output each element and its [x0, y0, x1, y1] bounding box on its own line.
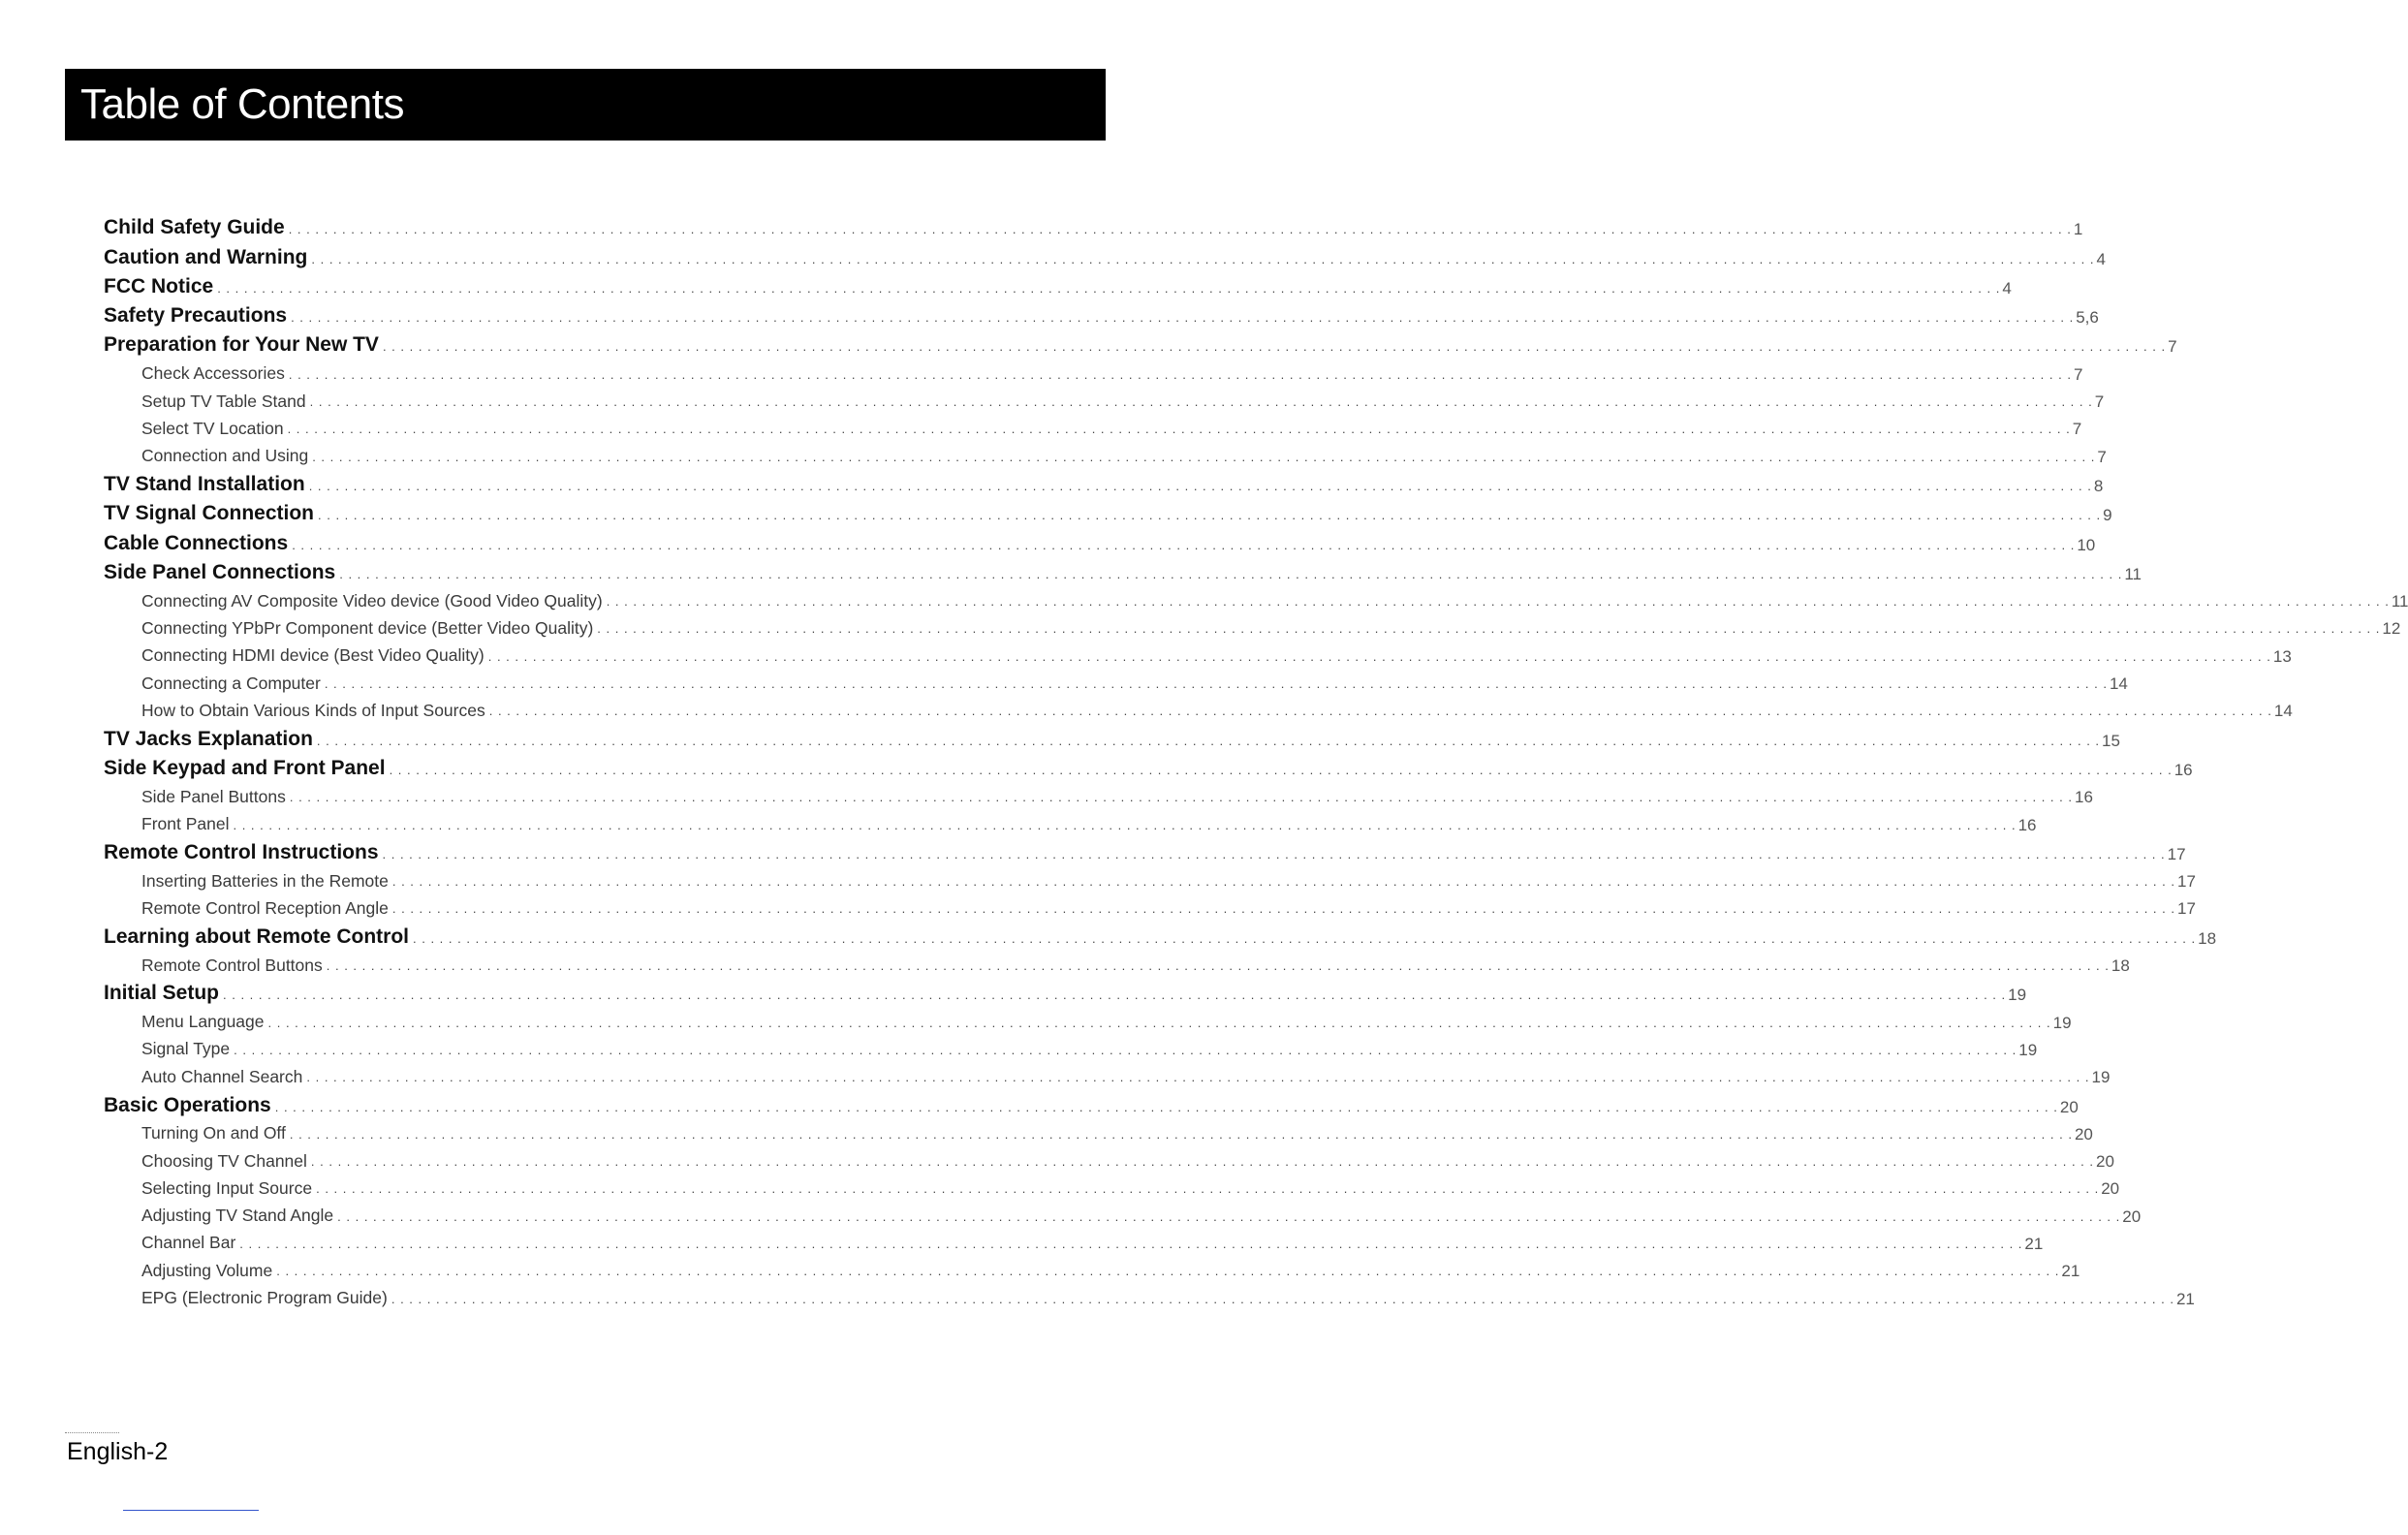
toc-dot-leader: . . . . . . . . . . . . . . . . . . . . . . . . . . . . . . . . . . . . . . . . . . . . . . . . . . . . . . . . . . . . . . . . . . . . . . . . . . . . . . . . . . . . . . . . . . . . . . . . . . . . . . . . . . . . . . . . . . . . . . . . . . . . . . . . . . . . . . . . . . . . . . . . . . . . . . . . . . . . . . . . . . . . . . . . . . . . . . . . . . . . . . . . . . . . . . . . . . . . . . . . [292, 537, 2076, 552]
toc-entry-title: EPG (Electronic Program Guide) [141, 1288, 388, 1308]
toc-page-number: 7 [2168, 337, 2177, 357]
toc-page-number: 17 [2167, 844, 2186, 863]
toc-dot-leader: . . . . . . . . . . . . . . . . . . . . . . . . . . . . . . . . . . . . . . . . . . . . . . . . . . . . . . . . . . . . . . . . . . . . . . . . . . . . . . . . . . . . . . . . . . . . . . . . . . . . . . . . . . . . . . . . . . . . . . . . . . . . . . . . . . . . . . . . . . . . . . . . . . . . . . . . . . . . . . . . . . . . . . . . . . . . . . . . . . . . . . . . . . . . . . . . . . . . . . . . [288, 222, 2072, 237]
toc-entry-title: Connecting HDMI device (Best Video Quality) [141, 645, 485, 666]
toc-subsection-entry[interactable] [104, 665, 2128, 694]
toc-page-number: 7 [2097, 447, 2107, 466]
toc-entry-title: Selecting Input Source [141, 1177, 313, 1198]
toc-subsection-entry[interactable] [104, 410, 2082, 439]
toc-page-number: 4 [2002, 278, 2012, 298]
toc-page-number: 9 [2103, 506, 2112, 525]
toc-page-number: 7 [2094, 392, 2105, 412]
toc-entry-title: Side Panel Buttons [141, 786, 286, 806]
toc-dot-leader: . . . . . . . . . . . . . . . . . . . . . . . . . . . . . . . . . . . . . . . . . . . . . . . . . . . . . . . . . . . . . . . . . . . . . . . . . . . . . . . . . . . . . . . . . . . . . . . . . . . . . . . . . . . . . . . . . . . . . . . . . . . . . . . . . . . . . . . . . . . . . . . . . . . . . . . . . . . . . . . . . . . . . . . . . . . . . . . . . . . . . . . . . . . . . . . . . . . . . . . . [339, 566, 2123, 581]
toc-dot-leader: . . . . . . . . . . . . . . . . . . . . . . . . . . . . . . . . . . . . . . . . . . . . . . . . . . . . . . . . . . . . . . . . . . . . . . . . . . . . . . . . . . . . . . . . . . . . . . . . . . . . . . . . . . . . . . . . . . . . . . . . . . . . . . . . . . . . . . . . . . . . . . . . . . . . . . . . . . . . . . . . . . . . . . . . . . . . . . . . . . . . . . . . . . . . . . . . . . . . . . . . [289, 790, 2073, 805]
toc-page-number: 17 [2177, 899, 2196, 919]
toc-page-number: 21 [2175, 1289, 2195, 1308]
toc-subsection-entry[interactable] [104, 778, 2093, 807]
toc-dot-leader: . . . . . . . . . . . . . . . . . . . . . . . . . . . . . . . . . . . . . . . . . . . . . . . . . . . . . . . . . . . . . . . . . . . . . . . . . . . . . . . . . . . . . . . . . . . . . . . . . . . . . . . . . . . . . . . . . . . . . . . . . . . . . . . . . . . . . . . . . . . . . . . . . . . . . . . . . . . . . . . . . . . . . . . . . . . . . . . . . . . . . . . . . . . . . . . . . . . . . . . . [287, 422, 2071, 437]
toc-entry-title: Caution and Warning [104, 245, 308, 268]
toc-subsection-entry[interactable] [104, 947, 2130, 976]
title-bar [65, 69, 1106, 141]
toc-page-number: 14 [2273, 702, 2293, 721]
toc-page-number: 16 [2074, 788, 2093, 807]
toc-dot-leader: . . . . . . . . . . . . . . . . . . . . . . . . . . . . . . . . . . . . . . . . . . . . . . . . . . . . . . . . . . . . . . . . . . . . . . . . . . . . . . . . . . . . . . . . . . . . . . . . . . . . . . . . . . . . . . . . . . . . . . . . . . . . . . . . . . . . . . . . . . . . . . . . . . . . . . . . . . . . . . . . . . . . . . . . . . . . . . . . . . . . . . . . . . . . . . . . . . . . . . . . [311, 251, 2095, 266]
toc-dot-leader: . . . . . . . . . . . . . . . . . . . . . . . . . . . . . . . . . . . . . . . . . . . . . . . . . . . . . . . . . . . . . . . . . . . . . . . . . . . . . . . . . . . . . . . . . . . . . . . . . . . . . . . . . . . . . . . . . . . . . . . . . . . . . . . . . . . . . . . . . . . . . . . . . . . . . . . . . . . . . . . . . . . . . . . . . . . . . . . . . . . . . . . . . . . . . . . . . . . . . . . . [326, 958, 2110, 974]
toc-section-entry[interactable] [104, 749, 2193, 779]
toc-subsection-entry[interactable] [104, 1279, 2195, 1308]
toc-dot-leader: . . . . . . . . . . . . . . . . . . . . . . . . . . . . . . . . . . . . . . . . . . . . . . . . . . . . . . . . . . . . . . . . . . . . . . . . . . . . . . . . . . . . . . . . . . . . . . . . . . . . . . . . . . . . . . . . . . . . . . . . . . . . . . . . . . . . . . . . . . . . . . . . . . . . . . . . . . . . . . . . . . . . . . . . . . . . . . . . . . . . . . . . . . . . . . . . . . . . . . . . [316, 733, 2101, 748]
toc-subsection-entry[interactable] [104, 637, 2292, 666]
toc-page-number: 4 [2096, 249, 2106, 268]
toc-entry-title: Select TV Location [141, 418, 284, 438]
toc-section-entry[interactable] [104, 237, 2106, 268]
toc-dot-leader: . . . . . . . . . . . . . . . . . . . . . . . . . . . . . . . . . . . . . . . . . . . . . . . . . . . . . . . . . . . . . . . . . . . . . . . . . . . . . . . . . . . . . . . . . . . . . . . . . . . . . . . . . . . . . . . . . . . . . . . . . . . . . . . . . . . . . . . . . . . . . . . . . . . . . . . . . . . . . . . . . . . . . . . . . . . . . . . . . . . . . . . . . . . . . . . . . . . . . . . . [274, 1099, 2058, 1114]
toc-entry-title: Menu Language [141, 1012, 265, 1032]
toc-subsection-entry[interactable] [104, 1115, 2093, 1143]
toc-page-number: 12 [2382, 619, 2401, 639]
toc-dot-leader: . . . . . . . . . . . . . . . . . . . . . . . . . . . . . . . . . . . . . . . . . . . . . . . . . . . . . . . . . . . . . . . . . . . . . . . . . . . . . . . . . . . . . . . . . . . . . . . . . . . . . . . . . . . . . . . . . . . . . . . . . . . . . . . . . . . . . . . . . . . . . . . . . . . . . . . . . . . . . . . . . . . . . . . . . . . . . . . . . . . . . . . . . . . . . . . . . . . . . . . . [233, 817, 2017, 832]
toc-entry-title: TV Stand Installation [104, 472, 305, 495]
footer-page-number: English-2 [67, 1438, 169, 1465]
toc-section-entry[interactable] [104, 523, 2096, 554]
toc-entry-title: Cable Connections [104, 531, 289, 554]
toc-page-number: 13 [2272, 646, 2292, 666]
toc-subsection-entry[interactable] [104, 1003, 2072, 1032]
page-title: Table of Contents [80, 80, 404, 128]
toc-dot-leader: . . . . . . . . . . . . . . . . . . . . . . . . . . . . . . . . . . . . . . . . . . . . . . . . . . . . . . . . . . . . . . . . . . . . . . . . . . . . . . . . . . . . . . . . . . . . . . . . . . . . . . . . . . . . . . . . . . . . . . . . . . . . . . . . . . . . . . . . . . . . . . . . . . . . . . . . . . . . . . . . . . . . . . . . . . . . . . . . . . . . . . . . . . . . . . . . . . . . . . . . [316, 1181, 2100, 1197]
toc-dot-leader: . . . . . . . . . . . . . . . . . . . . . . . . . . . . . . . . . . . . . . . . . . . . . . . . . . . . . . . . . . . . . . . . . . . . . . . . . . . . . . . . . . . . . . . . . . . . . . . . . . . . . . . . . . . . . . . . . . . . . . . . . . . . . . . . . . . . . . . . . . . . . . . . . . . . . . . . . . . . . . . . . . . . . . . . . . . . . . . . . . . . . . . . . . . . . . . . . . . . . . . . [324, 676, 2108, 692]
toc-dot-leader: . . . . . . . . . . . . . . . . . . . . . . . . . . . . . . . . . . . . . . . . . . . . . . . . . . . . . . . . . . . . . . . . . . . . . . . . . . . . . . . . . . . . . . . . . . . . . . . . . . . . . . . . . . . . . . . . . . . . . . . . . . . . . . . . . . . . . . . . . . . . . . . . . . . . . . . . . . . . . . . . . . . . . . . . . . . . . . . . . . . . . . . . . . . . . . . . . . . . . . . . [288, 366, 2072, 382]
toc-page-number: 20 [2074, 1124, 2093, 1143]
toc-page-number: 5,6 [2076, 308, 2099, 328]
toc-dot-leader: . . . . . . . . . . . . . . . . . . . . . . . . . . . . . . . . . . . . . . . . . . . . . . . . . . . . . . . . . . . . . . . . . . . . . . . . . . . . . . . . . . . . . . . . . . . . . . . . . . . . . . . . . . . . . . . . . . . . . . . . . . . . . . . . . . . . . . . . . . . . . . . . . . . . . . . . . . . . . . . . . . . . . . . . . . . . . . . . . . . . . . . . . . . . . . . . . . . . . . . . [413, 930, 2197, 946]
toc-dot-leader: . . . . . . . . . . . . . . . . . . . . . . . . . . . . . . . . . . . . . . . . . . . . . . . . . . . . . . . . . . . . . . . . . . . . . . . . . . . . . . . . . . . . . . . . . . . . . . . . . . . . . . . . . . . . . . . . . . . . . . . . . . . . . . . . . . . . . . . . . . . . . . . . . . . . . . . . . . . . . . . . . . . . . . . . . . . . . . . . . . . . . . . . . . . . . . . . . . . . . . . . [606, 594, 2390, 610]
toc-page-number: 18 [2198, 928, 2217, 948]
toc-section-entry[interactable] [104, 553, 2142, 583]
toc-page-number: 21 [2061, 1262, 2080, 1281]
toc-dot-leader: . . . . . . . . . . . . . . . . . . . . . . . . . . . . . . . . . . . . . . . . . . . . . . . . . . . . . . . . . . . . . . . . . . . . . . . . . . . . . . . . . . . . . . . . . . . . . . . . . . . . . . . . . . . . . . . . . . . . . . . . . . . . . . . . . . . . . . . . . . . . . . . . . . . . . . . . . . . . . . . . . . . . . . . . . . . . . . . . . . . . . . . . . . . . . . . . . . . . . . . . [223, 987, 2007, 1003]
toc-subsection-entry[interactable] [104, 1143, 2114, 1172]
toc-dot-leader: . . . . . . . . . . . . . . . . . . . . . . . . . . . . . . . . . . . . . . . . . . . . . . . . . . . . . . . . . . . . . . . . . . . . . . . . . . . . . . . . . . . . . . . . . . . . . . . . . . . . . . . . . . . . . . . . . . . . . . . . . . . . . . . . . . . . . . . . . . . . . . . . . . . . . . . . . . . . . . . . . . . . . . . . . . . . . . . . . . . . . . . . . . . . . . . . . . . . . . . . [391, 874, 2175, 890]
toc-subsection-entry[interactable] [104, 862, 2196, 892]
toc-entry-title: Setup TV Table Stand [141, 391, 306, 411]
toc-section-entry[interactable] [104, 465, 2104, 495]
toc-page-number: 14 [2109, 674, 2128, 694]
toc-subsection-entry[interactable] [104, 383, 2105, 412]
toc-section-entry[interactable] [104, 917, 2217, 948]
toc-page-number: 16 [2017, 815, 2037, 834]
toc-page-number: 10 [2077, 535, 2096, 554]
toc-page-number: 20 [2122, 1206, 2142, 1226]
toc-page-number: 19 [2052, 1013, 2072, 1032]
toc-subsection-entry[interactable] [104, 437, 2107, 466]
toc-subsection-entry[interactable] [104, 692, 2293, 721]
toc-entry-title: Connection and Using [141, 446, 309, 466]
toc-entry-title: Preparation for Your New TV [104, 333, 379, 357]
toc-page-number: 16 [2173, 760, 2193, 779]
toc-dot-leader: . . . . . . . . . . . . . . . . . . . . . . . . . . . . . . . . . . . . . . . . . . . . . . . . . . . . . . . . . . . . . . . . . . . . . . . . . . . . . . . . . . . . . . . . . . . . . . . . . . . . . . . . . . . . . . . . . . . . . . . . . . . . . . . . . . . . . . . . . . . . . . . . . . . . . . . . . . . . . . . . . . . . . . . . . . . . . . . . . . . . . . . . . . . . . . . . . . . . . . . . [234, 1042, 2017, 1057]
toc-dot-leader: . . . . . . . . . . . . . . . . . . . . . . . . . . . . . . . . . . . . . . . . . . . . . . . . . . . . . . . . . . . . . . . . . . . . . . . . . . . . . . . . . . . . . . . . . . . . . . . . . . . . . . . . . . . . . . . . . . . . . . . . . . . . . . . . . . . . . . . . . . . . . . . . . . . . . . . . . . . . . . . . . . . . . . . . . . . . . . . . . . . . . . . . . . . . . . . . . . . . . . . . [487, 648, 2271, 664]
toc-page-number: 20 [2101, 1179, 2120, 1199]
toc-section-entry[interactable] [104, 326, 2177, 357]
toc-entry-title: Remote Control Reception Angle [141, 897, 389, 918]
toc-entry-title: Connecting AV Composite Video device (Good Video Quality) [141, 590, 603, 611]
toc-dot-leader: . . . . . . . . . . . . . . . . . . . . . . . . . . . . . . . . . . . . . . . . . . . . . . . . . . . . . . . . . . . . . . . . . . . . . . . . . . . . . . . . . . . . . . . . . . . . . . . . . . . . . . . . . . . . . . . . . . . . . . . . . . . . . . . . . . . . . . . . . . . . . . . . . . . . . . . . . . . . . . . . . . . . . . . . . . . . . . . . . . . . . . . . . . . . . . . . . . . . . . . . [389, 762, 2173, 777]
toc-dot-leader: . . . . . . . . . . . . . . . . . . . . . . . . . . . . . . . . . . . . . . . . . . . . . . . . . . . . . . . . . . . . . . . . . . . . . . . . . . . . . . . . . . . . . . . . . . . . . . . . . . . . . . . . . . . . . . . . . . . . . . . . . . . . . . . . . . . . . . . . . . . . . . . . . . . . . . . . . . . . . . . . . . . . . . . . . . . . . . . . . . . . . . . . . . . . . . . . . . . . . . . . [382, 846, 2166, 861]
toc-entry-title: Adjusting Volume [141, 1260, 273, 1280]
toc-dot-leader: . . . . . . . . . . . . . . . . . . . . . . . . . . . . . . . . . . . . . . . . . . . . . . . . . . . . . . . . . . . . . . . . . . . . . . . . . . . . . . . . . . . . . . . . . . . . . . . . . . . . . . . . . . . . . . . . . . . . . . . . . . . . . . . . . . . . . . . . . . . . . . . . . . . . . . . . . . . . . . . . . . . . . . . . . . . . . . . . . . . . . . . . . . . . . . . . . . . . . . . . [391, 1291, 2174, 1306]
toc-entry-title: Front Panel [141, 814, 230, 834]
footer-rule [65, 1432, 119, 1433]
toc-entry-title: Adjusting TV Stand Angle [141, 1206, 334, 1226]
toc-dot-leader: . . . . . . . . . . . . . . . . . . . . . . . . . . . . . . . . . . . . . . . . . . . . . . . . . . . . . . . . . . . . . . . . . . . . . . . . . . . . . . . . . . . . . . . . . . . . . . . . . . . . . . . . . . . . . . . . . . . . . . . . . . . . . . . . . . . . . . . . . . . . . . . . . . . . . . . . . . . . . . . . . . . . . . . . . . . . . . . . . . . . . . . . . . . . . . . . . . . . . . . . [488, 704, 2272, 719]
toc-page-number: 19 [2091, 1068, 2111, 1087]
toc-subsection-entry[interactable] [104, 890, 2196, 919]
toc-page-number: 19 [2008, 986, 2027, 1005]
toc-section-entry[interactable] [104, 208, 2083, 239]
toc-subsection-entry[interactable] [104, 1170, 2120, 1199]
toc-entry-title: FCC Notice [104, 274, 214, 298]
toc-subsection-entry[interactable] [104, 1058, 2111, 1087]
toc-entry-title: Signal Type [141, 1039, 231, 1059]
toc-subsection-entry[interactable] [104, 582, 2408, 611]
toc-page-number: 18 [2111, 956, 2130, 976]
toc-entry-title: Inserting Batteries in the Remote [141, 870, 389, 891]
toc-dot-leader: . . . . . . . . . . . . . . . . . . . . . . . . . . . . . . . . . . . . . . . . . . . . . . . . . . . . . . . . . . . . . . . . . . . . . . . . . . . . . . . . . . . . . . . . . . . . . . . . . . . . . . . . . . . . . . . . . . . . . . . . . . . . . . . . . . . . . . . . . . . . . . . . . . . . . . . . . . . . . . . . . . . . . . . . . . . . . . . . . . . . . . . . . . . . . . . . . . . . . . . . [309, 394, 2093, 410]
toc-entry-title: How to Obtain Various Kinds of Input Sources [141, 700, 485, 720]
toc-dot-leader: . . . . . . . . . . . . . . . . . . . . . . . . . . . . . . . . . . . . . . . . . . . . . . . . . . . . . . . . . . . . . . . . . . . . . . . . . . . . . . . . . . . . . . . . . . . . . . . . . . . . . . . . . . . . . . . . . . . . . . . . . . . . . . . . . . . . . . . . . . . . . . . . . . . . . . . . . . . . . . . . . . . . . . . . . . . . . . . . . . . . . . . . . . . . . . . . . . . . . . . . [337, 1208, 2121, 1224]
toc-page-number: 8 [2093, 476, 2104, 495]
toc-section-entry[interactable] [104, 833, 2186, 863]
bottom-rule [123, 1510, 259, 1511]
toc-entry-title: Basic Operations [104, 1093, 271, 1116]
toc-page-number: 11 [2391, 592, 2408, 611]
toc-dot-leader: . . . . . . . . . . . . . . . . . . . . . . . . . . . . . . . . . . . . . . . . . . . . . . . . . . . . . . . . . . . . . . . . . . . . . . . . . . . . . . . . . . . . . . . . . . . . . . . . . . . . . . . . . . . . . . . . . . . . . . . . . . . . . . . . . . . . . . . . . . . . . . . . . . . . . . . . . . . . . . . . . . . . . . . . . . . . . . . . . . . . . . . . . . . . . . . . . . . . . . . . [597, 621, 2381, 637]
toc-dot-leader: . . . . . . . . . . . . . . . . . . . . . . . . . . . . . . . . . . . . . . . . . . . . . . . . . . . . . . . . . . . . . . . . . . . . . . . . . . . . . . . . . . . . . . . . . . . . . . . . . . . . . . . . . . . . . . . . . . . . . . . . . . . . . . . . . . . . . . . . . . . . . . . . . . . . . . . . . . . . . . . . . . . . . . . . . . . . . . . . . . . . . . . . . . . . . . . . . . . . . . . . [289, 1126, 2073, 1142]
toc-dot-leader: . . . . . . . . . . . . . . . . . . . . . . . . . . . . . . . . . . . . . . . . . . . . . . . . . . . . . . . . . . . . . . . . . . . . . . . . . . . . . . . . . . . . . . . . . . . . . . . . . . . . . . . . . . . . . . . . . . . . . . . . . . . . . . . . . . . . . . . . . . . . . . . . . . . . . . . . . . . . . . . . . . . . . . . . . . . . . . . . . . . . . . . . . . . . . . . . . . . . . . . . [382, 339, 2167, 355]
toc-page-number: 7 [2072, 420, 2082, 439]
toc-section-entry[interactable] [104, 719, 2120, 750]
toc-section-entry[interactable] [104, 1085, 2079, 1116]
toc-dot-leader: . . . . . . . . . . . . . . . . . . . . . . . . . . . . . . . . . . . . . . . . . . . . . . . . . . . . . . . . . . . . . . . . . . . . . . . . . . . . . . . . . . . . . . . . . . . . . . . . . . . . . . . . . . . . . . . . . . . . . . . . . . . . . . . . . . . . . . . . . . . . . . . . . . . . . . . . . . . . . . . . . . . . . . . . . . . . . . . . . . . . . . . . . . . . . . . . . . . . . . . . [217, 280, 2001, 296]
toc-dot-leader: . . . . . . . . . . . . . . . . . . . . . . . . . . . . . . . . . . . . . . . . . . . . . . . . . . . . . . . . . . . . . . . . . . . . . . . . . . . . . . . . . . . . . . . . . . . . . . . . . . . . . . . . . . . . . . . . . . . . . . . . . . . . . . . . . . . . . . . . . . . . . . . . . . . . . . . . . . . . . . . . . . . . . . . . . . . . . . . . . . . . . . . . . . . . . . . . . . . . . . . . [267, 1015, 2051, 1030]
toc-entry-title: Turning On and Off [141, 1123, 286, 1143]
toc-entry-title: Initial Setup [104, 982, 220, 1005]
toc-dot-leader: . . . . . . . . . . . . . . . . . . . . . . . . . . . . . . . . . . . . . . . . . . . . . . . . . . . . . . . . . . . . . . . . . . . . . . . . . . . . . . . . . . . . . . . . . . . . . . . . . . . . . . . . . . . . . . . . . . . . . . . . . . . . . . . . . . . . . . . . . . . . . . . . . . . . . . . . . . . . . . . . . . . . . . . . . . . . . . . . . . . . . . . . . . . . . . . . . . . . . . . . [306, 1070, 2090, 1085]
toc-entry-title: TV Jacks Explanation [104, 727, 313, 750]
toc-section-entry[interactable] [104, 974, 2027, 1005]
toc-dot-leader: . . . . . . . . . . . . . . . . . . . . . . . . . . . . . . . . . . . . . . . . . . . . . . . . . . . . . . . . . . . . . . . . . . . . . . . . . . . . . . . . . . . . . . . . . . . . . . . . . . . . . . . . . . . . . . . . . . . . . . . . . . . . . . . . . . . . . . . . . . . . . . . . . . . . . . . . . . . . . . . . . . . . . . . . . . . . . . . . . . . . . . . . . . . . . . . . . . . . . . . . [291, 310, 2075, 326]
toc-subsection-entry[interactable] [104, 610, 2401, 639]
toc-subsection-entry[interactable] [104, 1225, 2044, 1253]
toc-page-number: 21 [2024, 1234, 2044, 1253]
toc-entry-title: Connecting YPbPr Component device (Better Video Quality) [141, 617, 594, 638]
toc-entry-title: Learning about Remote Control [104, 924, 409, 948]
toc-entry-title: Remote Control Instructions [104, 840, 379, 863]
toc-dot-leader: . . . . . . . . . . . . . . . . . . . . . . . . . . . . . . . . . . . . . . . . . . . . . . . . . . . . . . . . . . . . . . . . . . . . . . . . . . . . . . . . . . . . . . . . . . . . . . . . . . . . . . . . . . . . . . . . . . . . . . . . . . . . . . . . . . . . . . . . . . . . . . . . . . . . . . . . . . . . . . . . . . . . . . . . . . . . . . . . . . . . . . . . . . . . . . . . . . . . . . . . [310, 1154, 2095, 1170]
toc-entry-title: Child Safety Guide [104, 216, 285, 239]
toc-page-number: 1 [2073, 220, 2083, 239]
toc-entry-title: Side Keypad and Front Panel [104, 756, 386, 779]
toc-dot-leader: . . . . . . . . . . . . . . . . . . . . . . . . . . . . . . . . . . . . . . . . . . . . . . . . . . . . . . . . . . . . . . . . . . . . . . . . . . . . . . . . . . . . . . . . . . . . . . . . . . . . . . . . . . . . . . . . . . . . . . . . . . . . . . . . . . . . . . . . . . . . . . . . . . . . . . . . . . . . . . . . . . . . . . . . . . . . . . . . . . . . . . . . . . . . . . . . . . . . . . . . [318, 508, 2102, 523]
toc-dot-leader: . . . . . . . . . . . . . . . . . . . . . . . . . . . . . . . . . . . . . . . . . . . . . . . . . . . . . . . . . . . . . . . . . . . . . . . . . . . . . . . . . . . . . . . . . . . . . . . . . . . . . . . . . . . . . . . . . . . . . . . . . . . . . . . . . . . . . . . . . . . . . . . . . . . . . . . . . . . . . . . . . . . . . . . . . . . . . . . . . . . . . . . . . . . . . . . . . . . . . . . . [391, 901, 2175, 917]
toc-subsection-entry[interactable] [104, 1031, 2038, 1059]
toc-entry-title: Remote Control Buttons [141, 955, 323, 975]
toc-entry-title: Auto Channel Search [141, 1066, 303, 1086]
toc-entry-title: Check Accessories [141, 363, 285, 384]
toc-page-number: 19 [2018, 1040, 2038, 1059]
toc-page-number: 15 [2102, 731, 2120, 750]
toc-entry-title: TV Signal Connection [104, 502, 315, 525]
table-of-contents [104, 208, 2408, 1308]
toc-entry-title: Safety Precautions [104, 304, 288, 328]
toc-dot-leader: . . . . . . . . . . . . . . . . . . . . . . . . . . . . . . . . . . . . . . . . . . . . . . . . . . . . . . . . . . . . . . . . . . . . . . . . . . . . . . . . . . . . . . . . . . . . . . . . . . . . . . . . . . . . . . . . . . . . . . . . . . . . . . . . . . . . . . . . . . . . . . . . . . . . . . . . . . . . . . . . . . . . . . . . . . . . . . . . . . . . . . . . . . . . . . . . . . . . . . . . [308, 478, 2092, 493]
toc-dot-leader: . . . . . . . . . . . . . . . . . . . . . . . . . . . . . . . . . . . . . . . . . . . . . . . . . . . . . . . . . . . . . . . . . . . . . . . . . . . . . . . . . . . . . . . . . . . . . . . . . . . . . . . . . . . . . . . . . . . . . . . . . . . . . . . . . . . . . . . . . . . . . . . . . . . . . . . . . . . . . . . . . . . . . . . . . . . . . . . . . . . . . . . . . . . . . . . . . . . . . . . . [312, 449, 2096, 464]
toc-page-number: 20 [2059, 1097, 2079, 1116]
toc-section-entry[interactable] [104, 297, 2099, 328]
toc-page-number: 17 [2176, 872, 2196, 892]
toc-entry-title: Channel Bar [141, 1233, 236, 1253]
toc-entry-title: Side Panel Connections [104, 560, 336, 583]
toc-page-number: 20 [2096, 1152, 2114, 1172]
toc-subsection-entry[interactable] [104, 1252, 2080, 1281]
toc-entry-title: Choosing TV Channel [141, 1150, 307, 1171]
toc-section-entry[interactable] [104, 494, 2112, 525]
toc-entry-title: Connecting a Computer [141, 673, 321, 693]
toc-section-entry[interactable] [104, 267, 2012, 298]
toc-dot-leader: . . . . . . . . . . . . . . . . . . . . . . . . . . . . . . . . . . . . . . . . . . . . . . . . . . . . . . . . . . . . . . . . . . . . . . . . . . . . . . . . . . . . . . . . . . . . . . . . . . . . . . . . . . . . . . . . . . . . . . . . . . . . . . . . . . . . . . . . . . . . . . . . . . . . . . . . . . . . . . . . . . . . . . . . . . . . . . . . . . . . . . . . . . . . . . . . . . . . . . . . [239, 1236, 2023, 1251]
toc-page-number: 7 [2073, 364, 2083, 384]
toc-subsection-entry[interactable] [104, 355, 2083, 384]
toc-page-number: 11 [2124, 564, 2142, 583]
toc-subsection-entry[interactable] [104, 1197, 2142, 1226]
toc-subsection-entry[interactable] [104, 805, 2037, 834]
toc-dot-leader: . . . . . . . . . . . . . . . . . . . . . . . . . . . . . . . . . . . . . . . . . . . . . . . . . . . . . . . . . . . . . . . . . . . . . . . . . . . . . . . . . . . . . . . . . . . . . . . . . . . . . . . . . . . . . . . . . . . . . . . . . . . . . . . . . . . . . . . . . . . . . . . . . . . . . . . . . . . . . . . . . . . . . . . . . . . . . . . . . . . . . . . . . . . . . . . . . . . . . . . . [276, 1264, 2060, 1279]
